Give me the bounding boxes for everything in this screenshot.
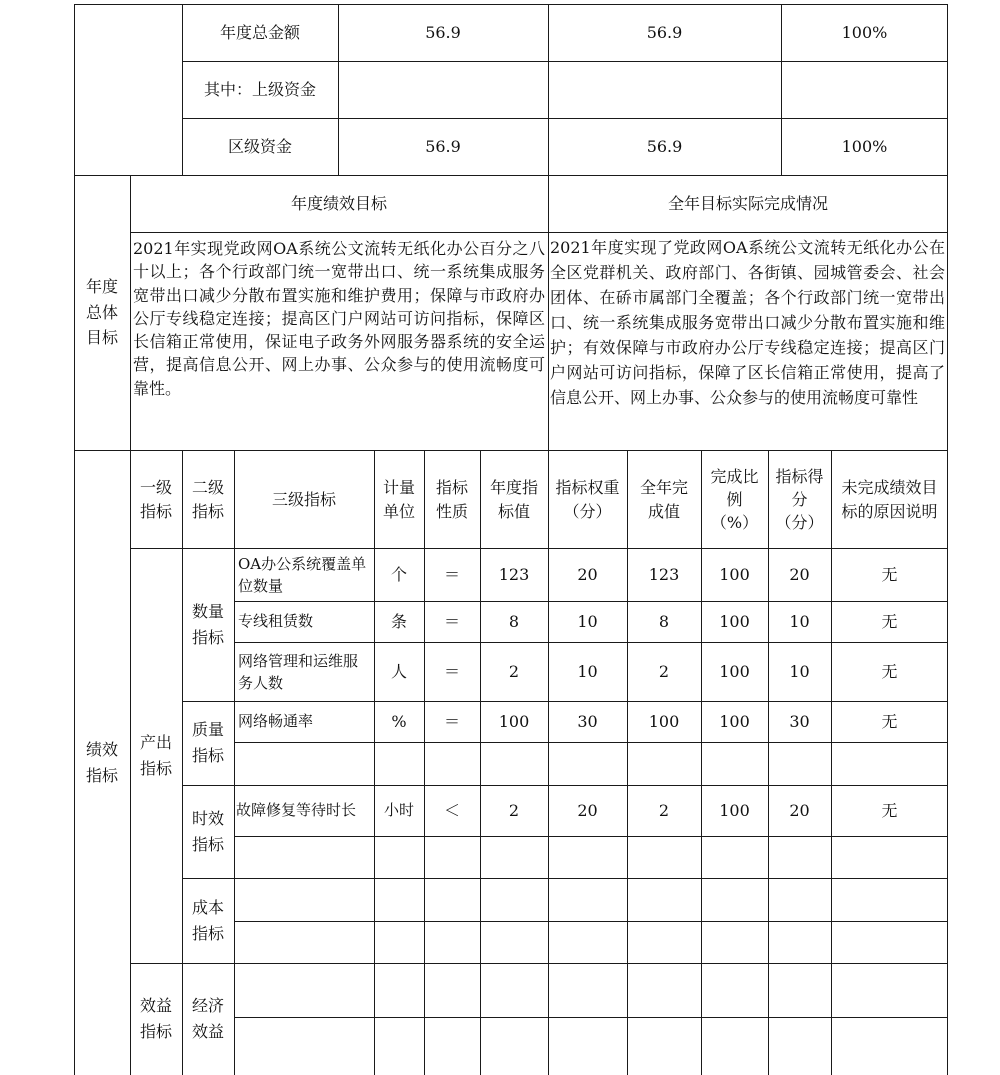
indicator-unit: 条 xyxy=(390,612,407,632)
indicator-score: 10 xyxy=(789,662,810,682)
indicator-target: 8 xyxy=(508,612,520,632)
indicator-weight: 30 xyxy=(577,712,598,732)
output-indicator-label: 产出 指标 xyxy=(139,732,172,778)
indicator-weight: 20 xyxy=(577,801,598,821)
budget-value: 56.9 xyxy=(425,137,461,157)
indicator-score: 20 xyxy=(789,801,810,821)
indicator-unit: 小时 xyxy=(383,801,414,820)
budget-value: 56.9 xyxy=(425,23,461,43)
indicator-ratio: 100 xyxy=(719,712,750,732)
indicator-nature: ＝ xyxy=(443,565,460,585)
indicator-nature: ＝ xyxy=(443,712,460,732)
actual-goal-text: 2021年度实现了党政网OA系统公文流转无纸化办公在全区党群机关、政府部门、各街镇、园城管委会、社会团体、在硚市属部门全覆盖；各个行政部门统一宽带出口、统一系统集成服务宽带出口减少分散布置实施和维护；有效保障与市政府办公厅专线稳定连接；提高区门户网站可访问指标，保障了区长信箱正常使用，提高了信息公开、网上办事、公众参与的使用流畅度可靠性 xyxy=(550,238,945,407)
indicator-reason: 无 xyxy=(881,662,898,682)
header-target: 年度指 标值 xyxy=(489,478,538,521)
indicator-ratio: 100 xyxy=(719,662,750,682)
indicator-nature: ＜ xyxy=(443,801,460,821)
header-actual: 全年完 成值 xyxy=(639,478,688,521)
budget-value xyxy=(548,61,781,119)
header-reason: 未完成绩效目 标的原因说明 xyxy=(841,478,938,521)
indicator-actual: 123 xyxy=(648,565,680,585)
indicator-name: 网络管理和运维服务人数 xyxy=(238,652,359,692)
header-score: 指标得 分 （分） xyxy=(775,466,824,533)
indicator-target: 123 xyxy=(498,565,530,585)
header-ratio: 完成比 例 （%） xyxy=(710,466,759,533)
indicator-actual: 2 xyxy=(658,662,670,682)
indicator-score: 20 xyxy=(789,565,810,585)
indicator-name: OA办公系统覆盖单位数量 xyxy=(238,555,367,595)
quality-indicator-label: 质量 指标 xyxy=(191,720,224,765)
budget-value: 56.9 xyxy=(646,137,683,157)
quantity-indicator-label: 数量 指标 xyxy=(191,601,224,647)
economic-benefit-label: 经济 效益 xyxy=(191,996,224,1041)
header-level1: 一级 指标 xyxy=(139,478,172,521)
indicator-name: 故障修复等待时长 xyxy=(236,801,357,820)
indicator-weight: 20 xyxy=(577,565,598,585)
budget-row-label: 其中：上级资金 xyxy=(203,80,316,100)
budget-ratio: 100% xyxy=(841,23,888,43)
indicator-actual: 2 xyxy=(658,801,670,821)
indicator-nature: ＝ xyxy=(443,662,460,682)
budget-value xyxy=(338,61,548,119)
indicator-reason: 无 xyxy=(881,712,898,732)
indicator-name: 网络畅通率 xyxy=(238,712,314,731)
indicator-unit: 人 xyxy=(390,662,407,682)
budget-value: 56.9 xyxy=(646,23,683,43)
indicator-actual: 100 xyxy=(648,712,680,732)
budget-row-label: 区级资金 xyxy=(227,137,292,157)
target-goal-text: 2021年实现党政网OA系统公文流转无纸化办公百分之八十以上；各个行政部门统一宽带出口、统一系统集成服务宽带出口减少分散布置实施和维护费用；保障与市政府办公厅专线稳定连接；提高区门户网站可访问指标，保障区长信箱正常使用，保证电子政务外网服务器系统的安全运营，提高信息公开、网上办事、公众参与的使用流畅度可靠性。 xyxy=(133,239,545,398)
timeliness-indicator-label: 时效 指标 xyxy=(191,808,224,854)
indicators-section-label: 绩效 指标 xyxy=(85,739,118,785)
indicator-score: 10 xyxy=(789,612,810,632)
header-level3: 三级指标 xyxy=(271,489,336,509)
indicator-target: 100 xyxy=(498,712,530,732)
actual-goal-header: 全年目标实际完成情况 xyxy=(667,194,828,214)
goals-section-label: 年度 总体 目标 xyxy=(85,277,118,348)
indicator-actual: 8 xyxy=(658,612,670,632)
benefit-indicator-label: 效益 指标 xyxy=(139,996,172,1041)
indicator-nature: ＝ xyxy=(443,612,460,632)
indicator-ratio: 100 xyxy=(719,565,750,585)
indicator-name: 专线租赁数 xyxy=(238,612,314,631)
indicator-ratio: 100 xyxy=(719,612,750,632)
indicator-target: 2 xyxy=(508,662,520,682)
header-unit: 计量 单位 xyxy=(382,478,415,521)
header-level2: 二级 指标 xyxy=(191,478,224,521)
budget-ratio xyxy=(781,61,948,119)
indicator-reason: 无 xyxy=(881,565,898,585)
indicator-unit: 个 xyxy=(390,565,407,585)
indicator-weight: 10 xyxy=(577,612,598,632)
indicator-reason: 无 xyxy=(881,801,898,821)
budget-row-label: 年度总金额 xyxy=(219,23,300,43)
performance-table xyxy=(74,4,948,1075)
header-nature: 指标 性质 xyxy=(435,478,468,521)
indicator-weight: 10 xyxy=(577,662,598,682)
header-weight: 指标权重 （分） xyxy=(555,478,620,521)
target-goal-header: 年度绩效目标 xyxy=(290,194,387,214)
indicator-score: 30 xyxy=(789,712,810,732)
budget-ratio: 100% xyxy=(841,137,888,157)
indicator-ratio: 100 xyxy=(719,801,750,821)
cost-indicator-label: 成本 指标 xyxy=(191,897,224,943)
indicator-reason: 无 xyxy=(881,612,898,632)
indicator-unit: % xyxy=(391,712,407,732)
indicator-target: 2 xyxy=(508,801,520,821)
